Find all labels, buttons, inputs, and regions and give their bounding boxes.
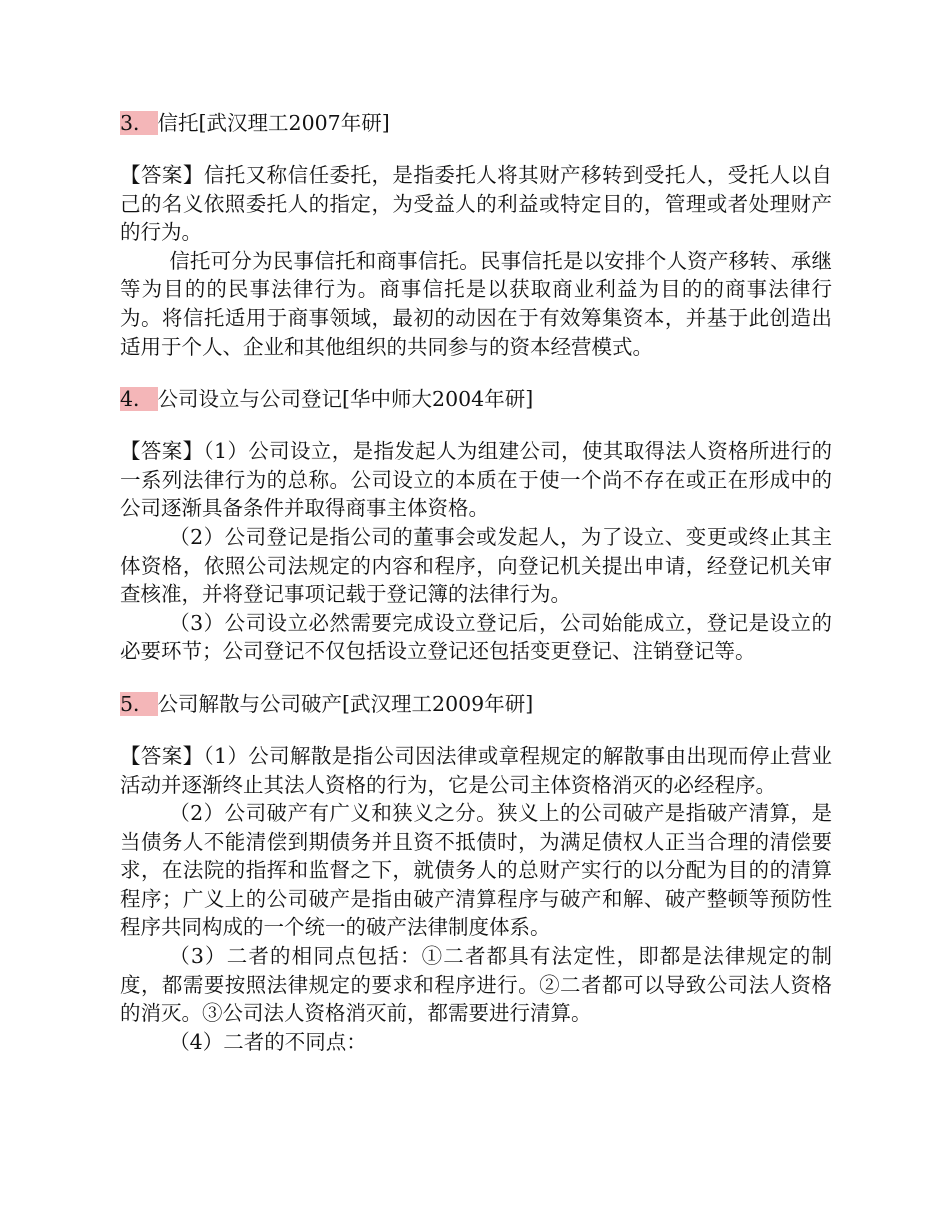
question-5 bbox=[120, 689, 832, 1057]
answer-paragraph: （3）公司设立必然需要完成设立登记后，公司始能成立，登记是设立的必要环节；公司登记不仅包括设立登记还包括变更登记、注销登记等。 bbox=[120, 610, 832, 664]
answer-paragraph: 【答案】（1）公司设立，是指发起人为组建公司，使其取得法人资格所进行的一系列法律行为的总称。公司设立的本质在于使一个尚不存在或正在形成中的公司逐渐具备条件并取得商事主体资格。 bbox=[120, 439, 832, 521]
answer-paragraph: 信托可分为民事信托和商事信托。民事信托是以安排个人资产移转、承继等为目的的民事法律行为。商事信托是以获取商业利益为目的的商事法律行为。将信托适用于商事领域，最初的动因在于有效筹集资本，并基于此创造出适用于个人、企业和其他组织的共同参与的资本经营模式。 bbox=[120, 248, 832, 359]
document-page bbox=[120, 108, 832, 1056]
question-number-highlight: 4． bbox=[120, 387, 158, 411]
question-title-text: 信托[武汉理工2007年研] bbox=[157, 111, 390, 135]
answer-paragraph: 【答案】（1）公司解散是指公司因法律或章程规定的解散事由出现而停止营业活动并逐渐终止其法人资格的行为，它是公司主体资格消灭的必经程序。 bbox=[120, 743, 832, 797]
answer-paragraph: （2）公司破产有广义和狭义之分。狭义上的公司破产是指破产清算，是当债务人不能清偿到期债务并且资不抵债时，为满足债权人正当合理的清偿要求，在法院的指挥和监督之下，就债务人的总财产实行的以分配为目的的清算程序；广义上的公司破产是指由破产清算程序与破产和解、破产整顿等预防性程序共同构成的一个统一的破产法律制度体系。 bbox=[120, 801, 832, 940]
answer-paragraph: 【答案】信托又称信任委托，是指委托人将其财产移转到受托人，受托人以自己的名义依照委托人的指定，为受益人的利益或特定目的，管理或者处理财产的行为。 bbox=[120, 163, 832, 245]
answer-paragraph: （2）公司登记是指公司的董事会或发起人，为了设立、变更或终止其主体资格，依照公司法规定的内容和程序，向登记机关提出申请，经登记机关审查核准，并将登记事项记载于登记簿的法律行为。 bbox=[120, 524, 832, 607]
answer-paragraph: （4）二者的不同点： bbox=[169, 1029, 367, 1054]
question-4 bbox=[120, 384, 832, 689]
answer-paragraph: （3）二者的相同点包括：①二者都具有法定性，即都是法律规定的制度，都需要按照法律规定的要求和程序进行。②二者都可以导致公司法人资格的消灭。③公司法人资格消灭前，都需要进行清算。 bbox=[120, 944, 832, 1026]
question-title-text: 公司解散与公司破产[武汉理工2009年研] bbox=[157, 691, 534, 716]
question-title bbox=[120, 384, 832, 414]
question-number-highlight: 3． bbox=[120, 111, 158, 135]
question-title bbox=[120, 108, 832, 138]
question-title-text: 公司设立与公司登记[华中师大2004年研] bbox=[157, 387, 534, 412]
question-3 bbox=[120, 108, 832, 384]
question-title bbox=[120, 689, 832, 719]
question-number-highlight: 5． bbox=[120, 692, 158, 716]
